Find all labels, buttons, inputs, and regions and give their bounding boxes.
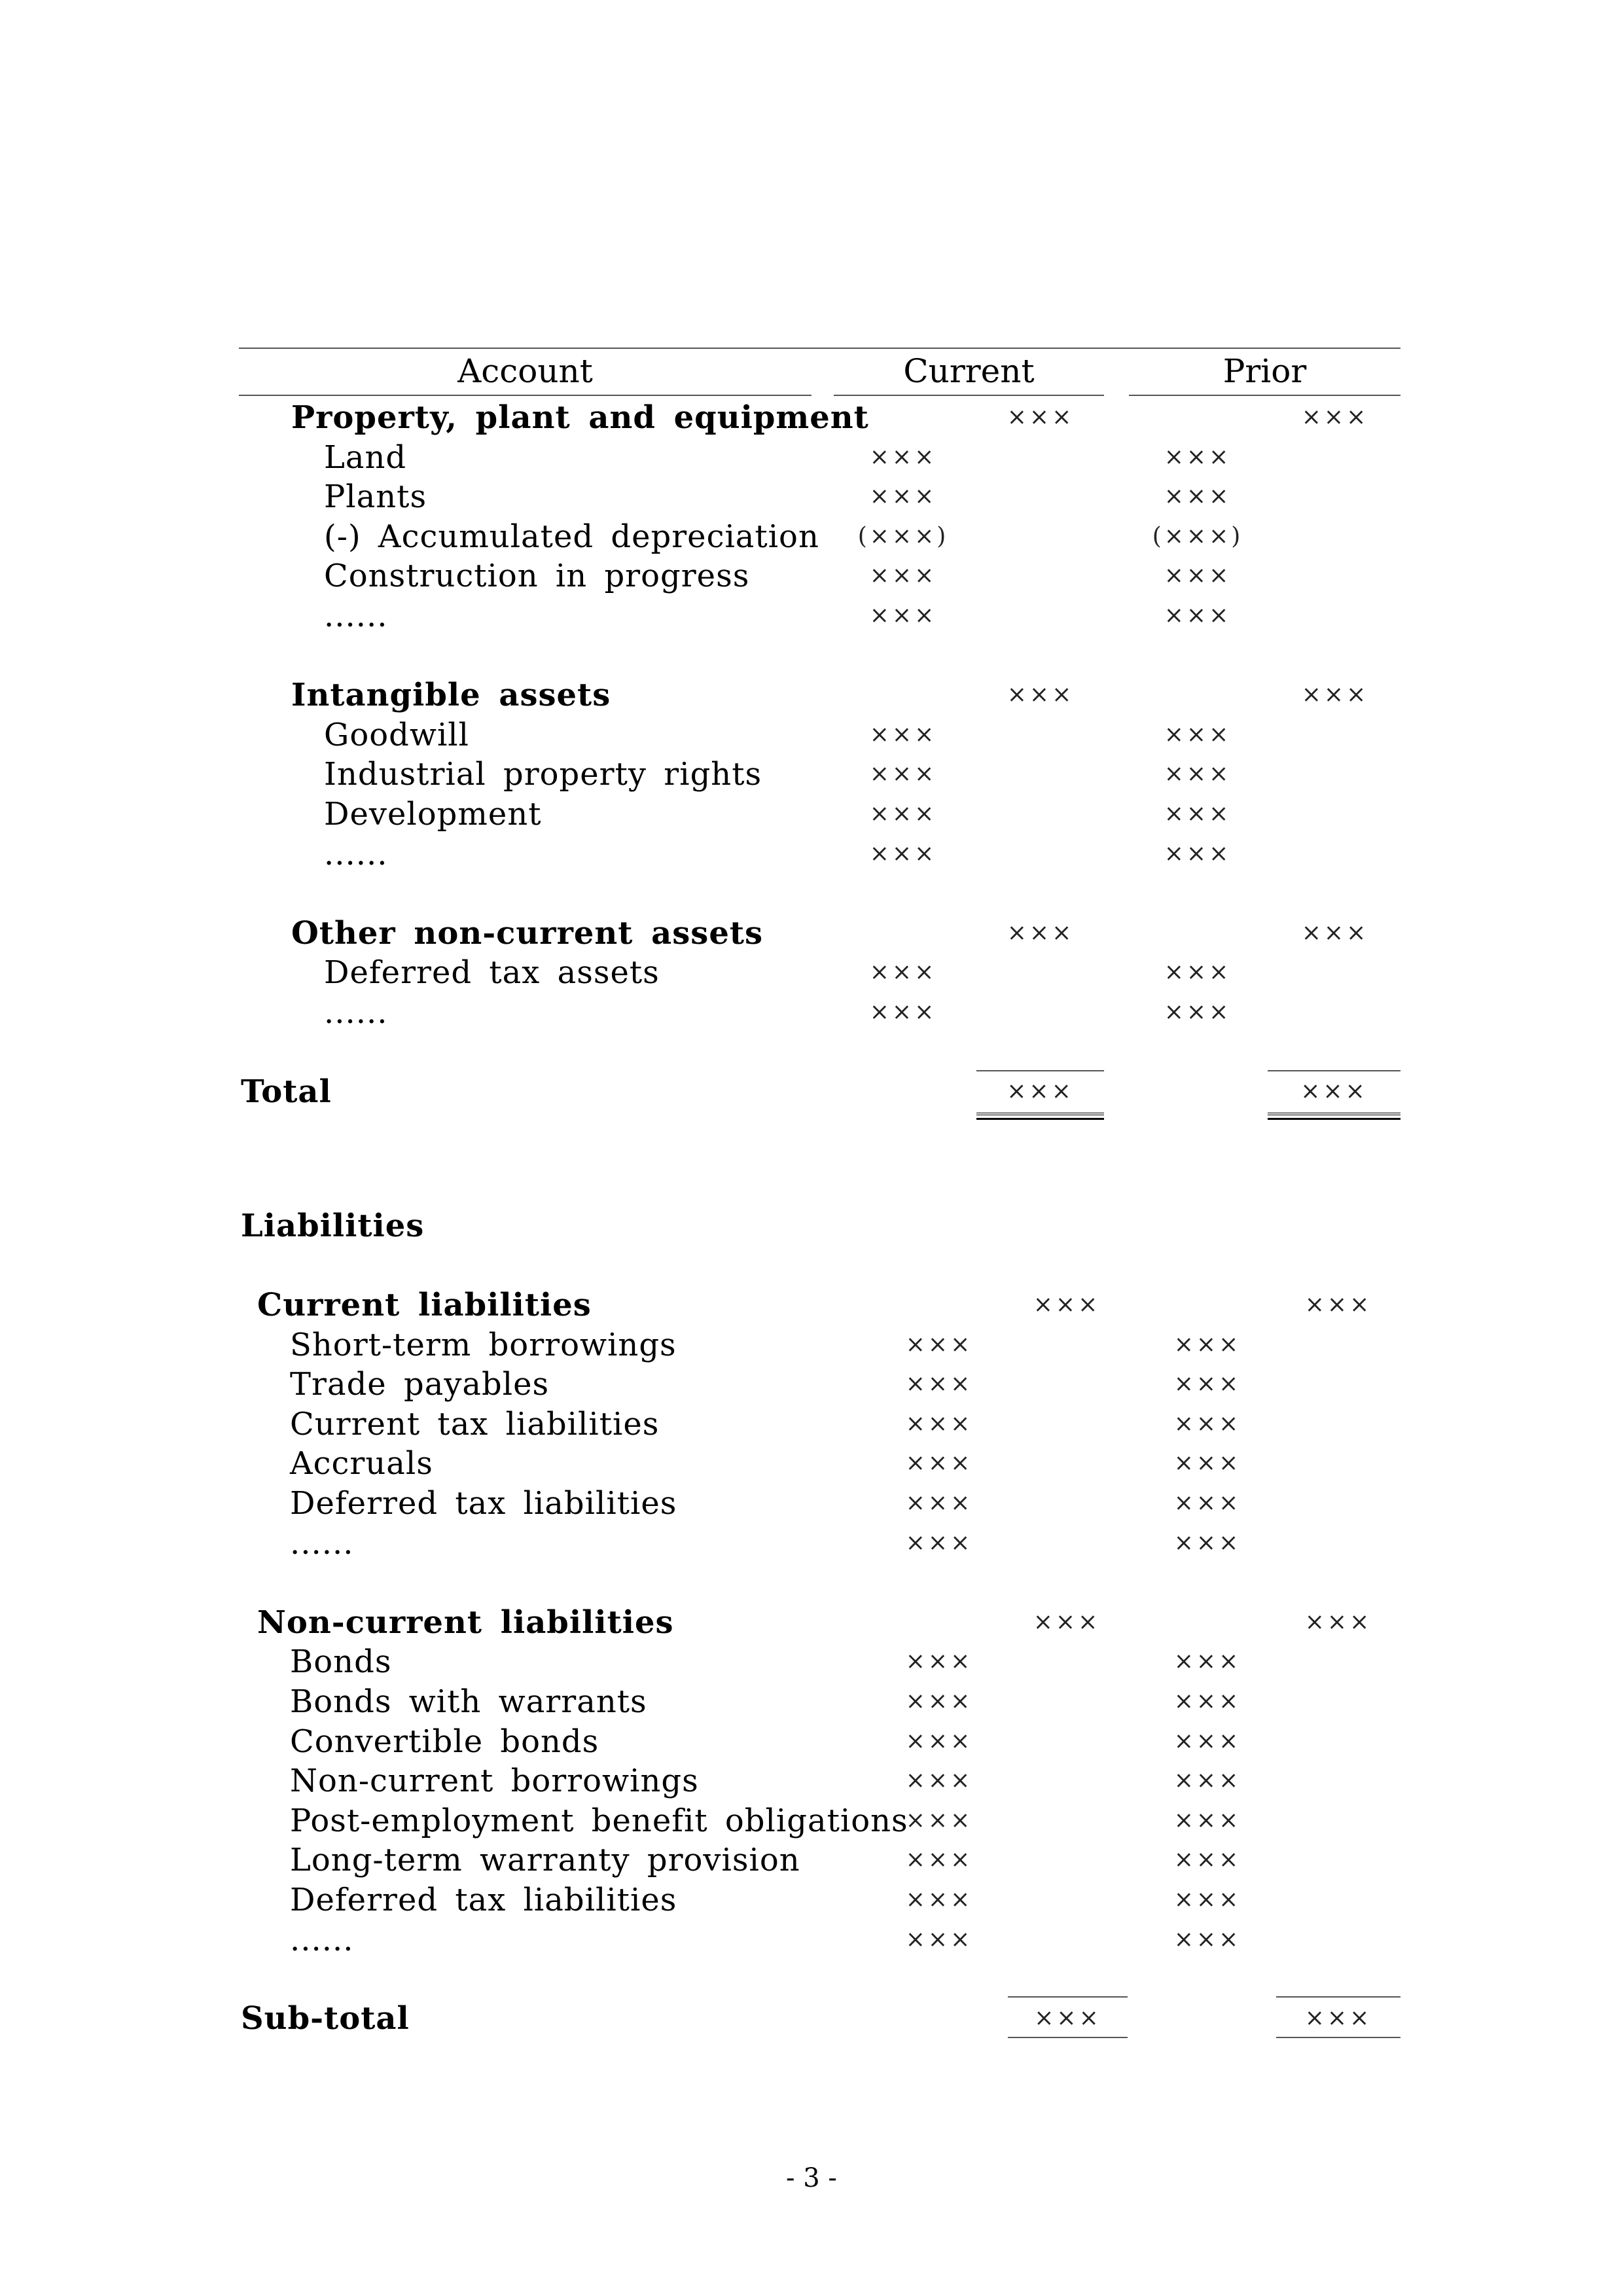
line-item-label: Long-term warranty provision [290,1842,800,1879]
prior-value: ××× [1173,1846,1241,1874]
current-value: ××× [869,483,937,511]
prior-total-double-rule [1268,1113,1400,1120]
current-value: (×××) [857,522,949,550]
prior-value: ××× [1164,602,1232,629]
section-heading: Non-current liabilities [257,1604,674,1641]
prior-value: (×××) [1152,522,1243,550]
current-value: ××× [869,761,937,788]
current-value: ××× [905,1926,973,1953]
line-item-label: Bonds with warrants [290,1683,647,1720]
current-subtotal-rule-bottom [1008,2037,1128,2038]
line-item-label: ...... [290,1524,354,1562]
current-subtotal-rule-top [1008,1996,1128,1998]
current-group-total: ××× [1033,1291,1101,1318]
current-value: ××× [905,1846,973,1874]
line-item-label: Bonds [290,1643,392,1681]
line-item-label: Deferred tax liabilities [290,1882,677,1918]
current-value: ××× [905,1371,973,1398]
prior-value: ××× [1173,1806,1241,1834]
prior-value: ××× [1164,443,1232,471]
current-total-value: ××× [1007,1078,1074,1105]
line-item-label: Plants [324,478,427,516]
line-item-label: ...... [324,835,388,872]
current-value: ××× [869,840,937,867]
prior-value: ××× [1173,1529,1241,1556]
current-value: ××× [869,800,937,827]
prior-group-total: ××× [1304,1608,1372,1636]
current-value: ××× [869,959,937,986]
line-item-label: (-) Accumulated depreciation [324,518,819,555]
prior-value: ××× [1164,562,1232,590]
prior-subtotal-value: ××× [1304,2005,1372,2032]
header-account: Account [457,352,593,390]
header-prior: Prior [1222,352,1307,390]
current-group-total: ××× [1007,681,1075,709]
line-item-label: Industrial property rights [324,756,762,793]
current-value: ××× [905,1410,973,1437]
line-item-label: Deferred tax liabilities [290,1485,677,1522]
prior-value: ××× [1164,761,1232,788]
table-top-rule [239,348,1400,349]
section-heading: Other non-current assets [291,914,764,952]
current-value: ××× [905,1806,973,1834]
prior-value: ××× [1164,999,1232,1026]
current-value: ××× [905,1767,973,1795]
section-heading: Property, plant and equipment [291,399,869,436]
current-total-rule-top [976,1070,1104,1071]
liabilities-title: Liabilities [241,1208,425,1244]
line-item-label: ...... [290,1921,354,1958]
prior-value: ××× [1173,1688,1241,1715]
current-value: ××× [905,1886,973,1913]
header-current-rule [834,395,1104,396]
current-value: ××× [905,1450,973,1477]
subtotal-label: Sub-total [241,2000,410,2037]
prior-value: ××× [1173,1886,1241,1913]
section-heading: Intangible assets [291,677,611,714]
current-group-total: ××× [1007,919,1075,946]
current-value: ××× [869,999,937,1026]
prior-value: ××× [1173,1648,1241,1676]
line-item-label: Deferred tax assets [324,954,660,992]
prior-value: ××× [1173,1926,1241,1953]
prior-value: ××× [1173,1410,1241,1437]
line-item-label: Trade payables [290,1366,550,1403]
prior-value: ××× [1173,1331,1241,1358]
prior-group-total: ××× [1301,681,1369,709]
line-item-label: Goodwill [324,716,470,753]
line-item-label: Development [324,796,542,833]
total-label: Total [241,1073,332,1110]
prior-value: ××× [1173,1450,1241,1477]
prior-subtotal-rule-top [1276,1996,1400,1998]
line-item-label: Construction in progress [324,558,750,595]
line-item-label: ...... [324,598,388,634]
current-value: ××× [905,1331,973,1358]
current-group-total: ××× [1033,1608,1101,1636]
page-number: - 3 - [786,2163,837,2193]
header-current: Current [903,352,1035,390]
prior-subtotal-rule-bottom [1276,2037,1400,2038]
prior-total-rule-top [1268,1070,1400,1071]
header-account-rule [239,395,812,396]
prior-value: ××× [1164,721,1232,748]
current-group-total: ××× [1007,404,1075,431]
prior-value: ××× [1164,483,1232,511]
prior-value: ××× [1173,1490,1241,1516]
prior-group-total: ××× [1301,919,1369,946]
line-item-label: Current tax liabilities [290,1405,660,1443]
prior-group-total: ××× [1301,404,1369,431]
prior-value: ××× [1173,1727,1241,1755]
line-item-label: ...... [324,994,388,1031]
prior-value: ××× [1173,1767,1241,1795]
current-value: ××× [905,1648,973,1676]
prior-value: ××× [1164,959,1232,986]
line-item-label: Accruals [290,1445,433,1482]
section-heading: Current liabilities [257,1287,592,1323]
current-value: ××× [869,443,937,471]
current-value: ××× [905,1529,973,1556]
current-subtotal-value: ××× [1034,2005,1101,2032]
prior-value: ××× [1164,800,1232,827]
current-value: ××× [869,602,937,629]
current-value: ××× [869,562,937,590]
prior-value: ××× [1164,840,1232,867]
current-value: ××× [905,1727,973,1755]
header-prior-rule [1129,395,1400,396]
prior-group-total: ××× [1304,1291,1372,1318]
current-total-double-rule [976,1113,1104,1120]
line-item-label: Post-employment benefit obligations [290,1802,908,1839]
line-item-label: Land [324,439,407,476]
current-value: ××× [869,721,937,748]
prior-total-value: ××× [1300,1078,1368,1105]
line-item-label: Short-term borrowings [290,1326,677,1363]
line-item-label: Non-current borrowings [290,1763,699,1800]
current-value: ××× [905,1490,973,1516]
prior-value: ××× [1173,1371,1241,1398]
current-value: ××× [905,1688,973,1715]
line-item-label: Convertible bonds [290,1723,599,1760]
